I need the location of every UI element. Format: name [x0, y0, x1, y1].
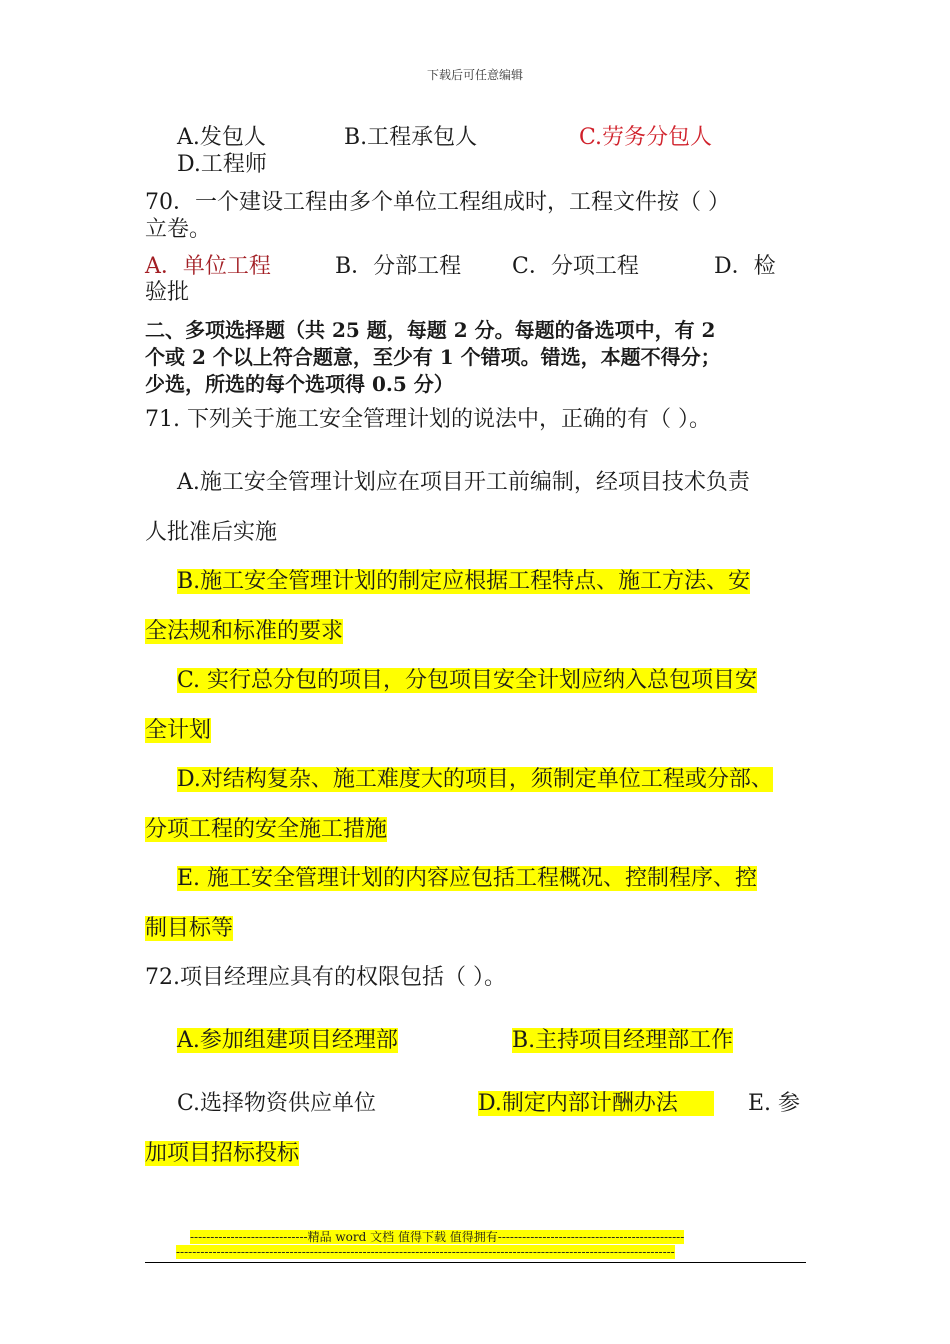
q71-option-a-line2: 人批准后实施	[145, 520, 278, 545]
q70-option-d-line1: D．检	[714, 254, 776, 279]
section2-heading-line1: 二、多项选择题（共 25 题，每题 2 分。每题的备选项中，有 2	[145, 318, 716, 342]
footer-line1: -----------------------------精品 word 文档 值得下载 值得拥有----------------------------------------------	[190, 1230, 685, 1244]
q72-stem: 72.项目经理应具有的权限包括（ ）。	[145, 965, 506, 990]
q71-option-d-line2: 分项工程的安全施工措施	[145, 817, 388, 842]
q72-option-c: C.选择物资供应单位	[177, 1091, 377, 1116]
q72-option-e-line2: 加项目招标投标	[145, 1141, 300, 1166]
q71-option-c-line2: 全计划	[145, 718, 212, 743]
q69-option-d: D.工程师	[177, 152, 267, 177]
q69-option-c-answer: C.劳务分包人	[579, 125, 713, 150]
q71-option-b-line1: B.施工安全管理计划的制定应根据工程特点、施工方法、安	[177, 569, 751, 594]
footer-rule	[145, 1262, 806, 1263]
q71-option-e-line1: E. 施工安全管理计划的内容应包括工程概况、控制程序、控	[177, 866, 758, 891]
q71-option-b-line2: 全法规和标准的要求	[145, 619, 344, 644]
q71-option-d-line1: D.对结构复杂、施工难度大的项目，须制定单位工程或分部、	[177, 767, 773, 792]
q71-option-e-line2: 制目标等	[145, 916, 234, 941]
q71-option-a-line1: A.施工安全管理计划应在项目开工前编制，经项目技术负责	[177, 470, 750, 495]
section2-heading-line3: 少选，所选的每个选项得 0.5 分）	[145, 372, 454, 396]
q70-option-c: C．分项工程	[512, 254, 639, 279]
q70-stem-line2: 立卷。	[145, 217, 212, 242]
q70-option-a-answer: A．单位工程	[145, 254, 271, 279]
q69-option-b: B.工程承包人	[344, 125, 478, 150]
q72-option-d: D.制定内部计酬办法	[478, 1091, 714, 1116]
q71-stem: 71. 下列关于施工安全管理计划的说法中，正确的有（ ）。	[145, 407, 711, 432]
q70-option-b: B．分部工程	[335, 254, 462, 279]
section2-heading-line2: 个或 2 个以上符合题意，至少有 1 个错项。错选，本题不得分；	[145, 345, 721, 369]
q71-option-c-line1: C. 实行总分包的项目，分包项目安全计划应纳入总包项目安	[177, 668, 758, 693]
q72-option-e-line1: E. 参	[748, 1091, 801, 1116]
q72-option-a: A.参加组建项目经理部	[177, 1028, 398, 1053]
page-header: 下载后可任意编辑	[426, 68, 523, 82]
q70-stem-line1: 70．一个建设工程由多个单位工程组成时，工程文件按（ ）	[145, 190, 730, 215]
q72-option-b: B.主持项目经理部工作	[512, 1028, 734, 1053]
q70-option-d-line2: 验批	[145, 280, 190, 305]
footer-line2: ---------------------------------------------------------------------------------------------------------------------------	[176, 1245, 675, 1259]
q69-option-a: A.发包人	[177, 125, 266, 150]
